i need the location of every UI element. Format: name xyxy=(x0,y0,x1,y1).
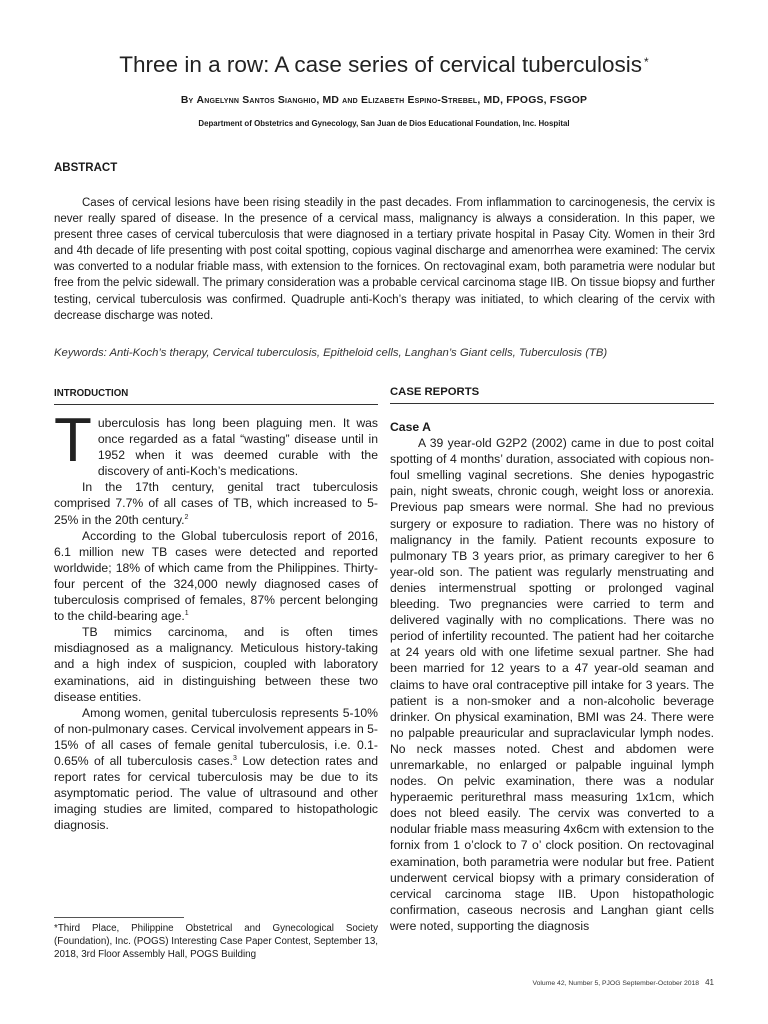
footnote: *Third Place, Philippine Obstetrical and Gynecological Society (Foundation), Inc. (POGS) Interesting Case Paper Contest, September 13, 2018, 3rd Floor Assembly Hall, POGS Building xyxy=(54,923,378,960)
intro-paragraph-3-text: According to the Global tuberculosis report of 2016, 6.1 million new TB cases were detected and reported worldwide; 18% of which came from the Philippines. Thirty-four percent of the 324,000 newly diagnosed cases of tuberculosis comprised of females, 87% percent belonging to the child-bearing age. xyxy=(54,528,378,624)
running-footer-text: Volume 42, Number 5, PJOG September-October 2018 xyxy=(532,980,700,987)
author-line xyxy=(0,95,768,106)
author-and: and xyxy=(342,95,358,106)
author-2-degree: , MD, FPOGS, FSGOP xyxy=(477,95,588,106)
intro-paragraph-2-text: In the 17th century, genital tract tuberculosis comprised 7.7% of all cases of TB, which increased to 5-25% in the 20th century. xyxy=(54,480,378,527)
case-reports-column xyxy=(390,419,714,934)
reference-mark: 3 xyxy=(233,754,237,762)
title-text: Three in a row: A case series of cervical tuberculosis xyxy=(119,52,643,77)
introduction-column xyxy=(54,406,379,833)
affiliation: Department of Obstetrics and Gynecology, San Juan de Dios Educational Foundation, Inc. Hospital xyxy=(198,119,570,128)
intro-paragraph-1 xyxy=(54,406,378,479)
intro-paragraph-3 xyxy=(54,528,378,625)
case-a-body: A 39 year-old G2P2 (2002) came in due to post coital spotting of 4 months’ duration, associated with copious non-foul smelling vaginal secretions. She denies hypogastric pain, night sweats, chronic cough, weight loss or anorexia. Previous pap smears were normal. She had no previous surgery or exposure to radiation. There was no history of malignancy in the family. Patient recounts exposure to pulmonary TB 3 years prior, as primary caregiver to her 6 year-old son. The patient was regularly menstruating and denies intermenstrual spotting or prolonged vaginal bleeding. Two pregnancies were carried to term and delivered vaginally with no complications. There was no period of infertility recounted. The patient had her coitarche at 24 years old with one lifetime sexual partner. She had been married for 12 years to a 47 year-old seaman and claims to have oral contraceptive pill intake for 3 years. The patient is a non-smoker and a non-alcoholic beverage drinker. On physical examination, BMI was 24. There were no palpable preauricular and supraclavicular lymph nodes. No neck masses noted. Chest and abdomen were unremarkable, no enlarged or palpable inguinal lymph nodes. On pelvic examination, there was a nodular hyperaemic periturethral mass measuring 1x1cm, which does not bleed easily. The cervix was converted to a nodular friable mass measuring 4x6cm with extension to the fornix from 1 o’clock to 7 o’ clock position. On rectovaginal examination, both parametria were nodular but free. Patient underwent cervical biopsy with a primary consideration of cervical carcinoma stage IIB. Upon histopathologic confirmation, caseous necrosis and Langhan giant cells were noted, supporting the diagnosis xyxy=(390,436,714,933)
page-number: 41 xyxy=(705,978,714,987)
intro-paragraph-5a-text: Among women, genital tuberculosis represents 5-10% of non-pulmonary cases. Cervical involvement appears in 5-15% of all cases of female genital tuberculosis, i.e. 0.1-0.65% of all tuberculosis cases. xyxy=(54,705,378,768)
author-1-name: Angelynn Santos Sianghio xyxy=(196,95,317,106)
reference-mark: 2 xyxy=(184,513,189,521)
reference-mark: 1 xyxy=(184,610,189,618)
keywords: Keywords: Anti-Koch’s therapy, Cervical tuberculosis, Epitheloid cells, Langhan’s Giant cells, Tuberculosis (TB) xyxy=(54,347,608,359)
running-footer xyxy=(532,978,714,987)
introduction-heading: INTRODUCTION xyxy=(54,388,378,405)
case-a-title: Case A xyxy=(390,420,431,434)
author-1-degree: , MD xyxy=(316,95,340,106)
drop-cap: T xyxy=(54,406,92,475)
author-2-name: Elizabeth Espino-Strebel xyxy=(361,95,478,106)
intro-paragraph-2 xyxy=(54,479,378,527)
author-by: By xyxy=(180,95,194,106)
intro-paragraph-5 xyxy=(54,705,378,834)
intro-paragraph-1-text: uberculosis has long been plaguing men. It was once regarded as a fatal “wasting” disease until in 1952 when it was deemed curable with the discovery of anti-Koch’s medications. xyxy=(97,416,378,479)
case-reports-heading: CASE REPORTS xyxy=(390,386,714,404)
intro-paragraph-5b-text: Low detection rates and report rates for cervical tuberculosis may be due to its asymptomatic period. The value of ultrasound and other imaging studies are limited, compared to histopathologic diagnosis. xyxy=(54,753,379,833)
paper-title xyxy=(0,52,768,78)
intro-paragraph-4: TB mimics carcinoma, and is often times misdiagnosed as a malignancy. Meticulous history-taking and a high index of suspicion, coupled with laboratory examinations, aid in distinguishing between these two disease entities. xyxy=(54,625,378,704)
title-footnote-mark: * xyxy=(644,55,649,69)
abstract-heading: ABSTRACT xyxy=(54,162,118,174)
abstract-body: Cases of cervical lesions have been rising steadily in the past decades. From inflammation to carcinogenesis, the cervix is never really spared of disease. In the presence of a cervical mass, malignancy is always a consideration. In this paper, we present three cases of cervical tuberculosis that were diagnosed in a tertiary private hospital in Pasay City. Women in their 3rd and 4th decade of life presenting with post coital spotting, copious vaginal discharge and amenorrhea were examined: The cervix was converted to a nodular friable mass, with extension to the fornices. On rectovaginal exam, both parametria were nodular but free from the pelvic sidewall. The primary consideration was a probable cervical carcinoma stage IIB. On tissue biopsy and further testing, cervical tuberculosis was confirmed. Quadruple anti-Koch’s therapy was initiated, to which clearing of the cervix with decrease discharge was noted. xyxy=(54,197,715,322)
footnote-divider xyxy=(54,917,184,918)
